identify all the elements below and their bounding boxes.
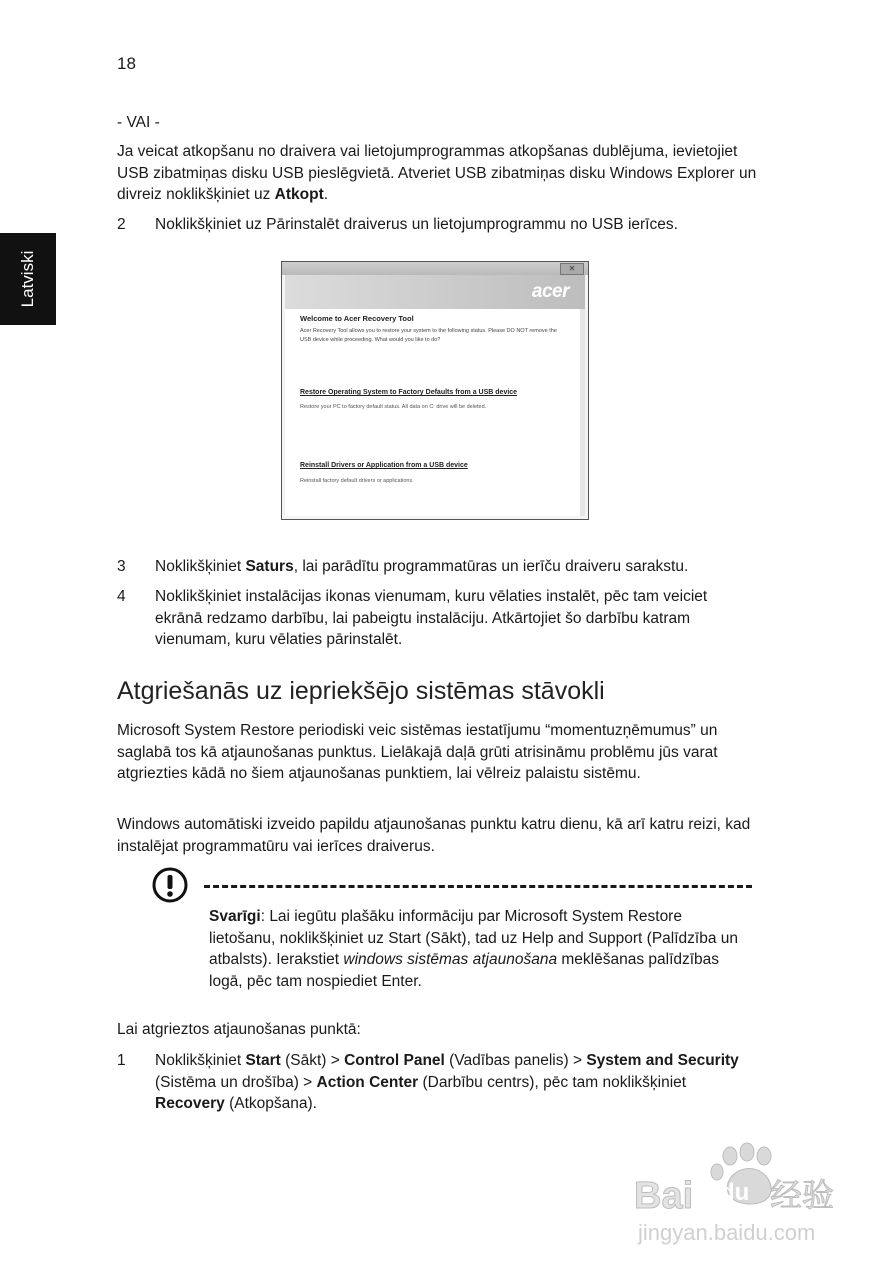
step-2-text: Noklikšķiniet uz Pārinstalēt draiverus un lietojumprogrammu no USB ierīces. [155, 216, 678, 233]
restore-step-1-text [155, 1050, 755, 1115]
step-3-pre: Noklikšķiniet [155, 558, 246, 575]
important-icon [152, 867, 188, 903]
or-separator: - VAI - [117, 114, 160, 131]
watermark-url: jingyan.baidu.com [638, 1220, 816, 1245]
step-number-4: 4 [117, 588, 126, 605]
watermark-brand-du: du [720, 1179, 750, 1206]
bold-system-security: System and Security [586, 1052, 739, 1069]
paragraph-restore-points: Windows automātiski izveido papildu atjaunošanas punktu katru dienu, kā arī katru reizi, kad instalējat programmatūru vai ierīces draiverus. [117, 816, 751, 855]
important-note [209, 906, 749, 992]
watermark-cn: 经验 [770, 1176, 835, 1214]
note-text-2: meklēšanas palīdzības logā, pēc tam nospiediet Enter. [209, 951, 720, 990]
page-number: 18 [117, 54, 136, 73]
bold-action-center: Action Center [316, 1073, 419, 1091]
recovery-tool-description: Acer Recovery Tool allows you to restore your system to the following status. Please DO NOT remove the USB device while proceeding. What would you like to do? [300, 328, 557, 343]
step-number-3: 3 [117, 558, 126, 575]
restore-factory-link: Restore Operating System to Factory Defaults from a USB device [300, 389, 518, 396]
step-4-text: Noklikšķiniet instalācijas ikonas vienumam, kuru vēlaties instalēt, pēc tam veiciet ekrānā redzamo darbību, lai pabeigtu instalāciju. Atkārtojiet šo darbību katram vienumam, kuru vēlaties pārinstalēt. [155, 588, 708, 648]
paragraph-system-restore: Microsoft System Restore periodiski veic sistēmas iestatījumu “momentuzņēmumus” un saglabā tos kā atjaunošanas punktus. Lielākajā daļā grūti atrisināmu problēmu jūs varat atgriezties kādā no šiem atjaunošanas punktiem, lai vēlreiz palaistu sistēmu. [117, 722, 718, 782]
step-3-text [155, 556, 755, 578]
seg: (Vadības panelis) > [444, 1052, 587, 1069]
baidu-jingyan-watermark [632, 1142, 844, 1247]
window-banner [285, 275, 585, 309]
seg: (Darbību centrs), pēc tam noklikšķiniet [418, 1073, 687, 1091]
window-scrollbar [580, 309, 585, 516]
bold-term-saturs: Saturs [245, 558, 294, 575]
step-3-post: , lai parādītu programmatūras un ierīču draiveru sarakstu. [293, 558, 689, 575]
language-side-tab [0, 233, 56, 325]
restore-step-number-1: 1 [117, 1052, 126, 1069]
seg: (Sākt) > [280, 1052, 345, 1069]
paragraph-usb-recovery [117, 141, 757, 206]
seg: Noklikšķiniet [155, 1052, 246, 1069]
window-content [285, 309, 585, 516]
note-bold-label: Svarīgi [209, 908, 261, 925]
recovery-tool-screenshot [281, 261, 589, 520]
note-text-1: : Lai iegūtu plašāku informāciju par Microsoft System Restore lietošanu, noklikšķiniet uz Start (Sākt), tad uz Help and Support (Palīdzība un atbalsts). Ierakstiet [209, 908, 739, 968]
bold-recovery: Recovery [155, 1095, 225, 1112]
reinstall-drivers-description: Reinstall factory default drivers or applications. [300, 478, 414, 484]
section-heading: Atgriešanās uz iepriekšējo sistēmas stāvokli [117, 677, 605, 705]
watermark-brand: Bai [634, 1175, 694, 1217]
language-side-tab-label: Latviski [18, 250, 37, 308]
acer-logo: acer [531, 281, 569, 302]
seg: (Sistēma un drošība) > [155, 1073, 317, 1091]
seg: (Atkopšana). [224, 1095, 317, 1112]
note-divider [204, 885, 752, 888]
step-number-2: 2 [117, 216, 126, 233]
restore-steps-intro: Lai atgrieztos atjaunošanas punktā: [117, 1021, 361, 1038]
note-italic-term: windows sistēmas atjaunošana [343, 951, 558, 968]
paragraph-text: Ja veicat atkopšanu no draivera vai lietojumprogrammas atkopšanas dublējuma, ievietojiet USB zibatmiņas disku USB pieslēgvietā. Atveriet USB zibatmiņas disku Windows Explorer un divreiz noklikšķiniet uz [117, 143, 757, 203]
close-icon: ✕ [560, 263, 584, 275]
window-titlebar [282, 262, 588, 275]
bold-start: Start [245, 1052, 281, 1069]
recovery-tool-title: Welcome to Acer Recovery Tool [300, 314, 414, 323]
paragraph-end: . [323, 186, 329, 203]
bold-term-atkopt: Atkopt [274, 186, 324, 203]
restore-factory-description: Restore your PC to factory default status. All data on C: drive will be deleted. [300, 404, 487, 410]
reinstall-drivers-link: Reinstall Drivers or Application from a USB device [300, 462, 468, 469]
bold-control-panel: Control Panel [344, 1052, 445, 1069]
